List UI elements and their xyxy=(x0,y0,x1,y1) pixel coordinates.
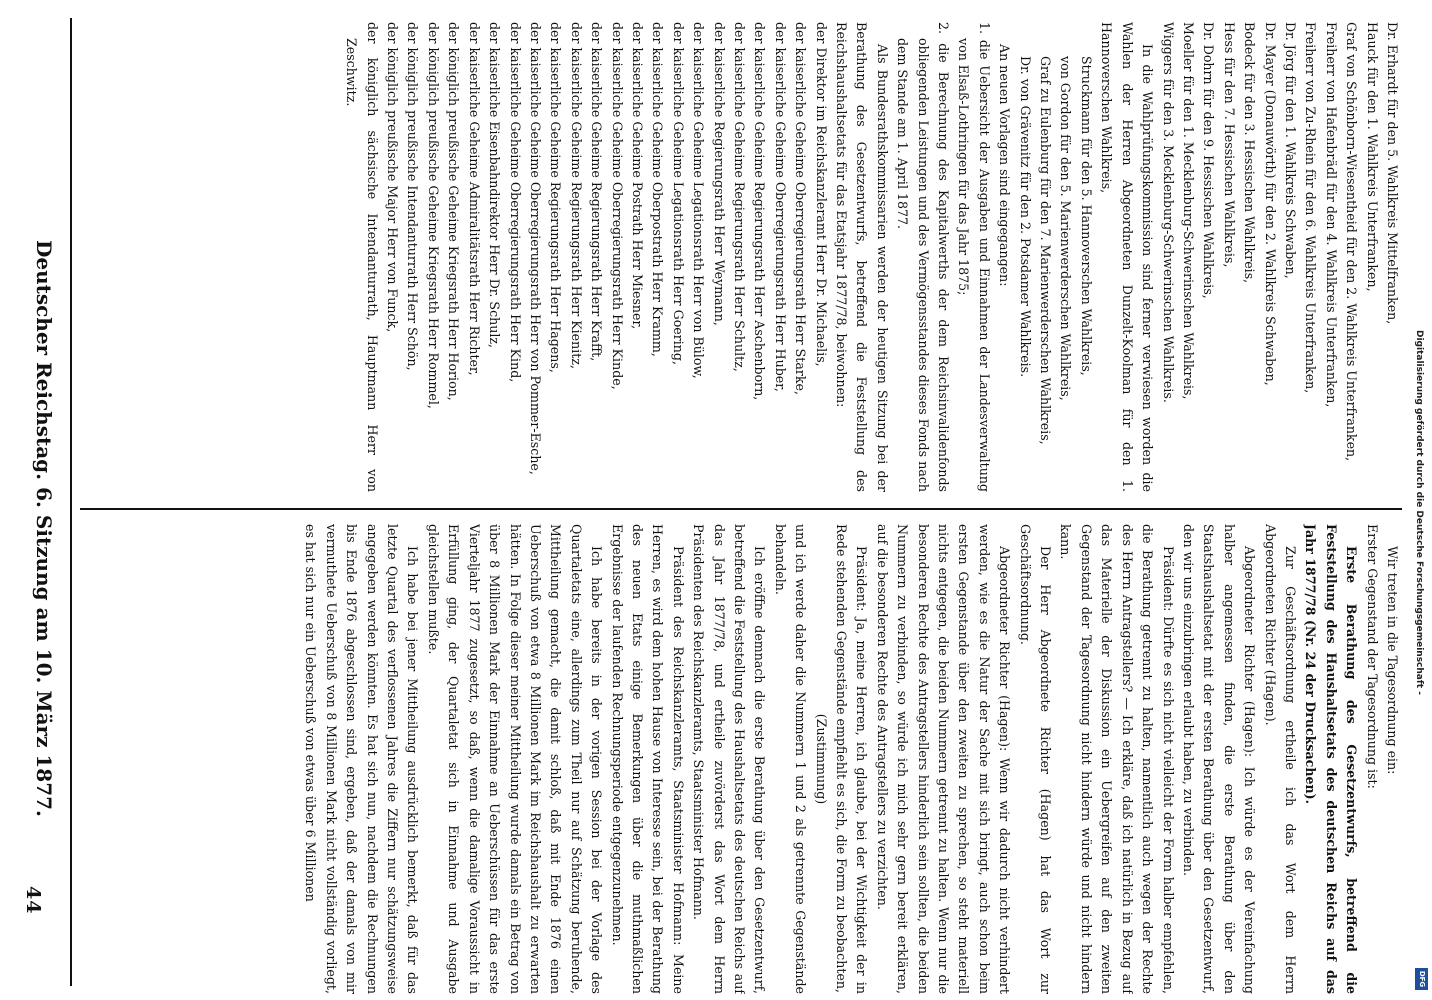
left-paragraph: der kaiserliche Geheime Oberregierungsrath Herr Huber, xyxy=(772,22,788,392)
left-paragraph: Freiherr von Hafenbrädl für den 4. Wahlkreis Unterfranken, xyxy=(1323,22,1339,408)
left-paragraph: der kaiserliche Geheime Legationsrath Herr von Bülow, xyxy=(691,22,707,379)
right-paragraph: Wir treten in die Tagesordnung ein: xyxy=(1385,546,1400,775)
page-number: 44 xyxy=(22,886,44,915)
left-paragraph: Dr. Dohrn für den 9. Hessischen Wahlkreis, xyxy=(1201,22,1217,299)
left-paragraph: In die Wahlprüfungskommission sind ferner verwiesen worden die Wahlen der Herren Abgeordneten Dunzelt-Koolman für den 1. Hannoverschen Wahlkreis, xyxy=(1099,22,1156,492)
footer-credit: Digitalisierung gefördert durch die Deutsche Forschungsgemeinschaft - xyxy=(1414,330,1424,695)
right-paragraph: (Zustimmung) xyxy=(813,713,829,805)
left-paragraph: Struckmann für den 5. Hannoverschen Wahlkreis, xyxy=(1078,56,1094,376)
left-paragraph: Dr. von Grävenitz für den 2. Potsdamer Wahlkreis. xyxy=(1017,56,1033,378)
right-column xyxy=(84,524,1402,994)
right-paragraph: Ich eröffne demnach die erste Berathung über den Gesetzentwurf, betreffend die Feststellung des Haushaltsetats des deutschen Reichs auf das Jahr 1877/78, und ertheile zuvörderst das Wort dem Herrn Präsidenten des Reichskanzleramts, Staatsminister Hofmann. xyxy=(691,524,768,994)
left-paragraph: der kaiserliche Geheime Regierungsrath Herr Aschenborn, xyxy=(752,22,768,401)
left-paragraph: Wiggers für den 3. Mecklenburg-Schwerinschen Wahlkreis. xyxy=(1160,22,1176,403)
left-paragraph: der königlich preußische Major Herr von Funck, xyxy=(385,22,401,333)
left-paragraph: An neuen Vorlagen sind eingegangen: xyxy=(997,44,1013,287)
left-paragraph: der kaiserliche Eisenbahndirektor Herr Dr. Schulz, xyxy=(487,22,503,349)
left-paragraph: Graf zu Eulenburg für den 7. Marienwerderschen Wahlkreis, xyxy=(1038,56,1054,445)
page-header: Deutscher Reichstag. 6. Sitzung am 10. März 1877. xyxy=(32,240,56,818)
left-paragraph: Hess für den 7. Hessischen Wahlkreis, xyxy=(1221,22,1237,268)
left-paragraph: Dr. Erhardt für den 5. Wahlkreis Mittelfranken, xyxy=(1385,22,1400,325)
left-paragraph: Hauck für den 1. Wahlkreis Unterfranken, xyxy=(1364,22,1380,292)
left-paragraph: der Direktor im Reichskanzleramt Herr Dr. Michaelis, xyxy=(813,22,829,367)
left-paragraph: Als Bundesrathskommissarien werden der heutigen Sitzung bei der Berathung des Gesetzentwurfs, betreffend die Feststellung des Reichshaushaltsetats für das Etatsjahr 1877/78, beiwohnen: xyxy=(834,22,890,492)
left-paragraph: der kaiserliche Geheime Oberregierungsrath Herr Starke, xyxy=(793,22,809,395)
left-paragraph: 2. die Berechnung des Kapitalwerths der dem Reichsinvalidenfonds obliegenden Leistungen und des Vermögensstandes dieses Fonds nach dem Stande am 1. April 1877. xyxy=(895,22,952,492)
left-paragraph: der königlich sächsische Intendanturrath, Hauptmann Herr von Zeschwitz. xyxy=(344,22,380,492)
right-paragraph: Abgeordneter Richter (Hagen): Ich würde es der Vereinfachung halber angemessen finden, die erste Berathung über den Staatshaushaltsetat mit der ersten Berathung über den Gesetzentwurf, den wir uns einzubringen erlaubt haben, zu verbinden. xyxy=(1180,524,1258,994)
right-paragraph: Ich habe bei jener Mittheilung ausdrücklich bemerkt, daß für das letzte Quartal des verflossenen Jahres die Ziffern nur schätzungsweise angegeben werden könnten. Es hat sich nun, nachdem die Rechnungen bis Ende 1876 abgeschlossen sind, ergeben, daß der damals von mir vermuthete Ueberschuß von 8 Millionen Mark nicht vollständig vorliegt, es hat sich nur ein Ueberschuß von etwas über 6 Millionen xyxy=(303,524,421,994)
right-paragraph: Erster Gegenstand der Tagesordnung ist: xyxy=(1364,524,1380,789)
right-paragraph: Zur Geschäftsordnung ertheile ich das Wort dem Herrn Abgeordneten Richter (Hagen). xyxy=(1262,524,1298,994)
left-paragraph: Freiherr von Zu-Rhein für den 6. Wahlkreis Unterfranken, xyxy=(1303,22,1319,394)
right-paragraph: Präsident: Dürfte es sich nicht vielleicht der Form halber empfehlen, die Berathung getrennt zu halten, namentlich auch wegen der Rechte des Herrn Antragstellers? — Ich erkläre, daß ich natürlich in Bezug auf das Materielle der Diskussion ein Uebergreifen auf den zweiten Gegenstand der Tagesordnung nicht hindern würde und nicht hindern kann. xyxy=(1058,524,1176,994)
right-paragraph xyxy=(1300,524,1361,994)
left-paragraph: der kaiserliche Geheime Postrath Herr Miesner, xyxy=(629,22,645,330)
left-paragraph: der kaiserliche Geheime Admiralitätsrath Herr Richter, xyxy=(466,22,482,376)
left-paragraph: der königlich preußische Intendanturrath Herr Schön, xyxy=(405,22,421,371)
left-paragraph: Bodeck für den 3. Hessischen Wahlkreis, xyxy=(1242,22,1258,284)
left-paragraph: der kaiserliche Geheime Oberregierungsrath Herr Kinde, xyxy=(609,22,625,390)
left-paragraph: 1. die Uebersicht der Ausgaben und Einnahmen der Landesverwaltung von Elsaß-Lothringen für das Jahr 1875; xyxy=(956,22,992,492)
right-paragraph: Abgeordneter Richter (Hagen): Wenn wir dadurch nicht verhindert werden, wie es die Natur der Sache mit sich bringt, auch schon beim ersten Gegenstande über den zweiten zu sprechen, so steht materiell nichts entgegen, die beiden Nummern getrennt zu halten. Wenn nur die besonderen Rechte des Antragstellers hinderlich sein sollten, die beiden Nummern zu verbinden, so würde ich mich sehr gern bereit erklären, auf die besonderen Rechte des Antragstellers zu verzichten. xyxy=(874,524,1013,994)
left-paragraph: der kaiserliche Geheime Regierungsrath Herr Krafft, xyxy=(589,22,605,362)
left-paragraph: der kaiserliche Regierungsrath Herr Weymann, xyxy=(711,22,727,326)
left-paragraph: Moeller für den 1. Mecklenburg-Schwerinschen Wahlkreis, xyxy=(1180,22,1196,400)
right-bold-paragraph-text: Erste Berathung des Gesetzentwurfs, betreffend die Feststellung des Haushaltsetats des deutschen Reichs auf das Jahr 1877/78 (Nr. 24 der Drucksachen). xyxy=(1303,524,1360,994)
right-paragraph: Präsident des Reichskanzleramts, Staatsminister Hofmann: Meine Herren, es wird dem hohen Hause von Interesse sein, bei der Berathung des neuen Etats einige Bemerkungen über die muthmaßlichen Ergebnisse der laufenden Rechnungsperiode entgegenzunehmen. xyxy=(609,524,686,994)
left-paragraph: der kaiserliche Geheime Oberregierungsrath Herr von Pommer-Esche, xyxy=(527,22,543,475)
right-paragraph: Der Herr Abgeordnete Richter (Hagen) hat das Wort zur Geschäftsordnung. xyxy=(1017,524,1054,994)
left-paragraph: der königlich preußische Geheime Kriegsrath Herr Horion, xyxy=(446,22,462,401)
left-column xyxy=(84,22,1402,492)
left-paragraph: der kaiserliche Geheime Regierungsrath Herr Schultz, xyxy=(732,22,747,372)
right-paragraph: Ich habe bereits in der vorigen Session bei der Vorlage des Quartaletats eine, allerdings zum Theil nur auf Schätzung beruhende, Mittheilung gemacht, die damit schloß, daß mit Ende 1876 einen Ueberschuß von etwa 8 Millionen Mark im Reichshaushalt zu erwarten hätten. In Folge dieser meiner Mittheilung wurde damals ein Betrag von über 8 Millionen Mark der Einnahme an Ueberschüssen für das erste Vierteljahr 1877 zugesetzt, so daß, wenn die damalige Voraussicht in Erfüllung ging, der Quartaletat sich in Einnahme und Ausgabe gleichstellen mußte. xyxy=(425,524,605,994)
left-paragraph: der kaiserliche Geheime Oberpostrath Herr Kramm, xyxy=(650,22,666,357)
left-paragraph: der kaiserliche Geheime Regierungsrath Herr Hagens, xyxy=(548,22,564,373)
header-rule xyxy=(70,18,72,986)
right-paragraph: Präsident: Ja, meine Herren, ich glaube, bei der Wichtigkeit der in Rede stehenden Gegenstände empfiehlt es sich, die Form zu beobachten, xyxy=(834,524,870,994)
left-paragraph: der kaiserliche Geheime Regierungsrath Herr Kienitz, xyxy=(568,22,584,369)
left-paragraph: Dr. Jörg für den 1. Wahlkreis Schwaben, xyxy=(1282,22,1298,279)
left-paragraph: der kaiserliche Geheime Legationsrath Herr Goering, xyxy=(670,22,686,365)
left-paragraph: von Gordon für den 5. Marienwerderschen Wahlkreis, xyxy=(1058,56,1074,401)
left-paragraph: Dr. Mayer (Donauwörth) für den 2. Wahlkreis Schwaben, xyxy=(1262,22,1278,386)
right-paragraph: und ich werde daher die Nummern 1 und 2 als getrennte Gegenstände behandeln. xyxy=(772,524,809,994)
left-paragraph: der kaiserliche Geheime Oberregierungsrath Herr Kind, xyxy=(507,22,523,383)
dfg-logo: DFG xyxy=(1415,968,1428,990)
left-paragraph: Graf von Schönborn-Wiesentheid für den 2. Wahlkreis Unterfranken, xyxy=(1344,22,1360,462)
column-divider xyxy=(80,508,1402,510)
left-paragraph: der königlich preußische Geheime Kriegsrath Herr Rommel, xyxy=(425,22,441,409)
